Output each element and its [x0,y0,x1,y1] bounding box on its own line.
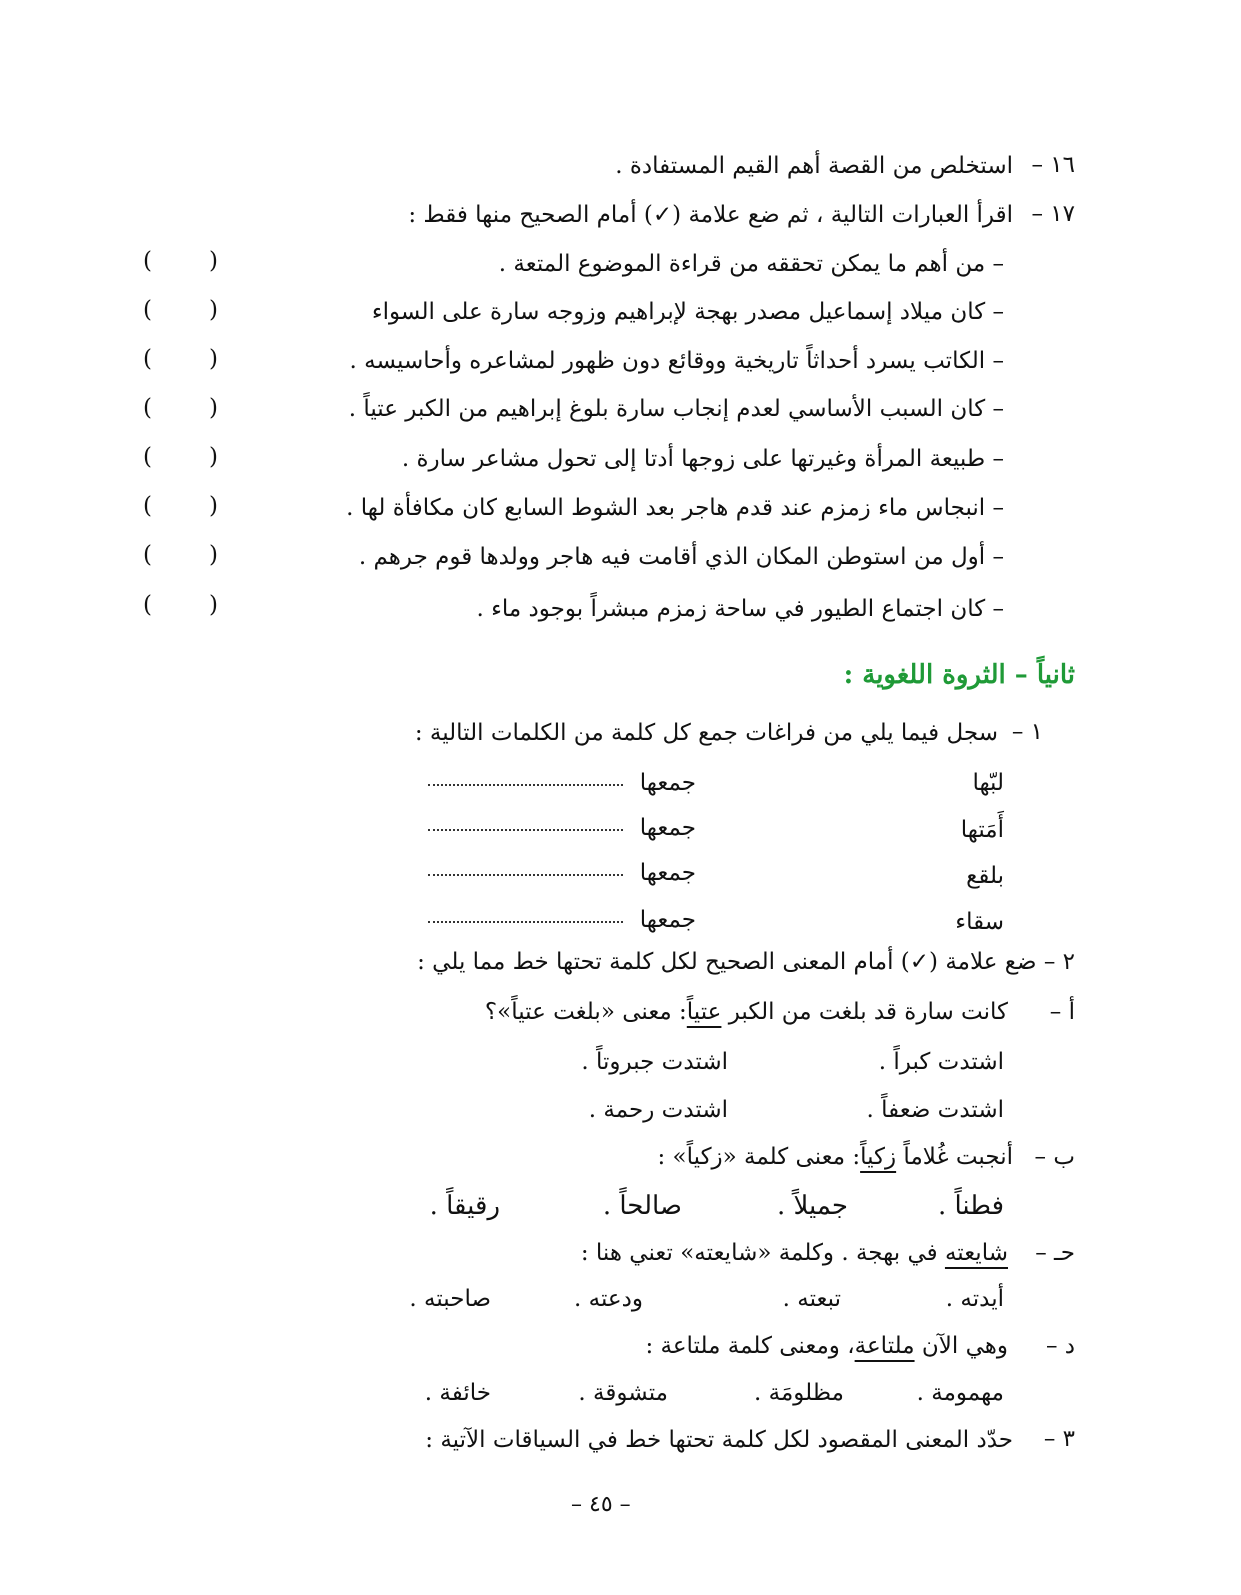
item-c-underlined: شايعته [944,1240,1008,1266]
answer-box-1[interactable]: ( ) [143,248,218,274]
option-b-3[interactable]: صالحاً . [602,1191,682,1221]
item-a-sentence: كانت سارة قد بلغت من الكبر عتياً: معنى «بلغت عتياً»؟ [484,999,1008,1025]
answer-box-8[interactable]: ( ) [143,592,218,618]
answer-box-2[interactable]: ( ) [143,297,218,323]
statement-5: – طبيعة المرأة وغيرتها على زوجها أدتا إلى تحول مشاعر سارة . [401,446,1004,472]
plural-label-1: جمعها [639,770,696,796]
item-c-letter: حـ – [1035,1240,1075,1266]
option-c-4[interactable]: صاحبته . [409,1286,491,1312]
item-d-sentence: وهي الآن ملتاعة، ومعنى كلمة ملتاعة : [645,1333,1008,1359]
option-a-2[interactable]: اشتدت جبروتاً . [581,1049,728,1075]
option-d-2[interactable]: مظلومَة . [754,1380,844,1406]
item-a-underlined: عتياً [686,999,722,1025]
option-a-4[interactable]: اشتدت رحمة . [588,1097,728,1123]
section-title: ثانياً – الثروة اللغوية : [843,660,1075,690]
option-a-3[interactable]: اشتدت ضعفاً . [866,1097,1004,1123]
plural-blank-3[interactable] [428,858,623,876]
vocab-q3-number: ٣ – [1043,1426,1075,1452]
statement-7: – أول من استوطن المكان الذي أقامت فيه هاجر وولدها قوم جرهم . [358,544,1004,570]
plural-blank-1[interactable] [428,768,623,786]
item-b-letter: ب – [1034,1144,1075,1170]
option-d-4[interactable]: خائفة . [424,1380,491,1406]
question-16-number: ١٦ – [1031,152,1075,178]
word-4: سقاء [955,909,1004,935]
statement-1: – من أهم ما يمكن تحققه من قراءة الموضوع المتعة . [498,251,1004,277]
word-1: لبّها [972,770,1004,796]
option-b-2[interactable]: جميلاً . [777,1191,848,1221]
word-2: أَمَتها [960,817,1004,843]
question-17-text: اقرأ العبارات التالية ، ثم ضع علامة (✓) أمام الصحيح منها فقط : [408,202,1013,228]
plural-label-3: جمعها [639,860,696,886]
plural-label-2: جمعها [639,815,696,841]
option-c-2[interactable]: تبعته . [782,1286,841,1312]
statement-6: – انبجاس ماء زمزم عند قدم هاجر بعد الشوط السابع كان مكافأة لها . [346,495,1004,521]
item-d-letter: د – [1045,1333,1075,1359]
option-a-1[interactable]: اشتدت كبراً . [878,1049,1004,1075]
statement-3: – الكاتب يسرد أحداثاً تاريخية ووقائع دون ظهور لمشاعره وأحاسيسه . [349,348,1004,374]
option-b-4[interactable]: رقيقاً . [429,1191,500,1221]
option-c-3[interactable]: ودعته . [574,1286,643,1312]
option-d-3[interactable]: متشوقة . [578,1380,668,1406]
item-b-sentence: أنجبت غُلاماً زكياً: معنى كلمة «زكياً» : [657,1144,1013,1170]
plural-blank-4[interactable] [428,905,623,923]
vocab-q1-text: سجل فيما يلي من فراغات جمع كل كلمة من الكلمات التالية : [414,720,998,746]
plural-blank-2[interactable] [428,813,623,831]
item-c-sentence: شايعته في بهجة . وكلمة «شايعته» تعني هنا : [580,1240,1008,1266]
answer-box-5[interactable]: ( ) [143,444,218,470]
statement-2: – كان ميلاد إسماعيل مصدر بهجة لإبراهيم وزوجه سارة على السواء [371,299,1004,325]
item-b-underlined: زكياً [860,1144,897,1170]
plural-label-4: جمعها [639,907,696,933]
statement-8: – كان اجتماع الطيور في ساحة زمزم مبشراً بوجود ماء . [476,596,1004,622]
page-number: – ٤٥ – [571,1492,631,1517]
option-b-1[interactable]: فطناً . [937,1191,1004,1221]
question-16-text: استخلص من القصة أهم القيم المستفادة . [615,153,1013,179]
vocab-q3-text: حدّد المعنى المقصود لكل كلمة تحتها خط في السياقات الآتية : [425,1427,1013,1453]
item-d-underlined: ملتاعة [854,1333,915,1359]
word-3: بلقع [966,863,1004,889]
answer-box-6[interactable]: ( ) [143,493,218,519]
vocab-q1-number: ١ – [1011,719,1043,745]
answer-box-7[interactable]: ( ) [143,542,218,568]
question-17-number: ١٧ – [1031,201,1075,227]
item-a-letter: أ – [1049,999,1075,1025]
option-d-1[interactable]: مهمومة . [916,1380,1004,1406]
option-c-1[interactable]: أيدته . [945,1286,1004,1312]
answer-box-3[interactable]: ( ) [143,346,218,372]
answer-box-4[interactable]: ( ) [143,395,218,421]
statement-4: – كان السبب الأساسي لعدم إنجاب سارة بلوغ إبراهيم من الكبر عتياً . [348,396,1004,422]
vocab-q2-text: ٢ – ضع علامة (✓) أمام المعنى الصحيح لكل كلمة تحتها خط مما يلي : [417,949,1075,975]
